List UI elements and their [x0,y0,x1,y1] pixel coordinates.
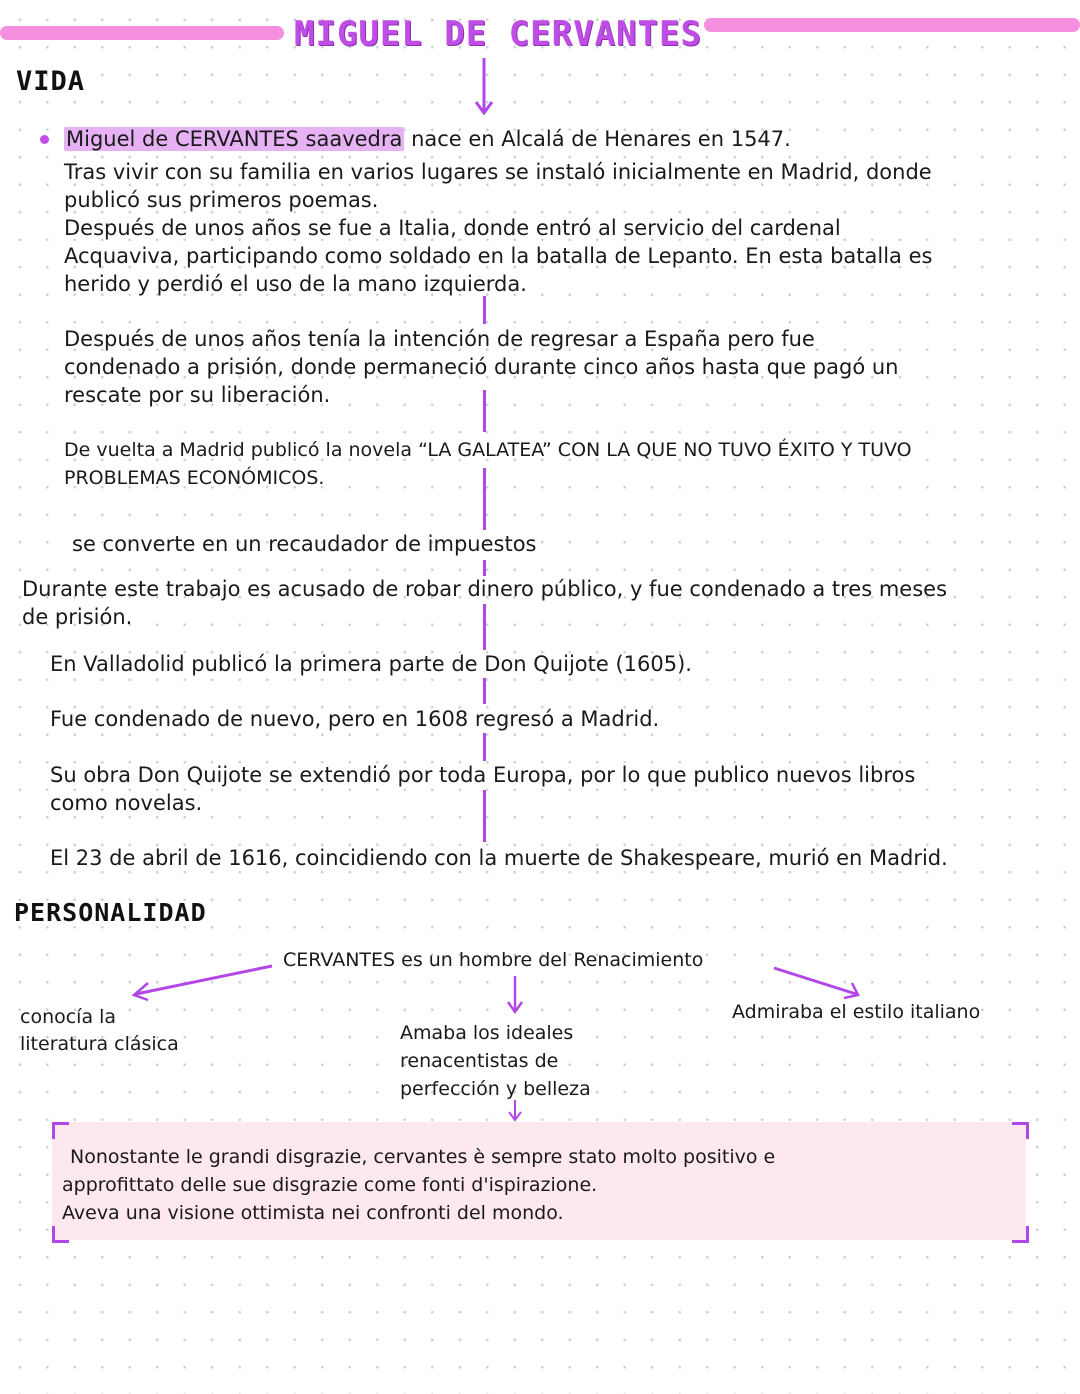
intro-rest: nace en Alcalá de Henares en 1547. [404,127,791,151]
text-line: Su obra Don Quijote se extendió por toda Europa, por lo que publico nuevos libros [50,763,916,787]
text-line: renacentistas de [400,1050,559,1072]
personality-center: CERVANTES es un hombre del Renacimiento [283,949,704,971]
text-line: De vuelta a Madrid publicó la novela “LA GALATEA” CON LA QUE NO TUVO ÉXITO Y TUVO [64,439,912,461]
text-line: rescate por su liberación. [64,383,331,407]
timeline-connector [483,560,486,576]
bullet-dot [40,135,49,144]
personality-right: Admiraba el estilo italiano [732,1001,981,1023]
text-line: Amaba los ideales [400,1022,574,1044]
cervantes-name-highlight: Miguel de CERVANTES saavedra [66,127,403,151]
text-line: Después de unos años se fue a Italia, donde entró al servicio del cardenal [64,216,841,240]
text-line: Después de unos años tenía la intención de regresar a España pero fue [64,327,815,351]
section-heading-vida: VIDA [16,66,86,97]
vida-paragraph-4: se converte en un recaudador de impuestos [72,532,537,556]
note-corner [52,1122,69,1139]
text-line: Aveva una visione ottimista nei confronti del mondo. [62,1202,564,1224]
timeline-connector [483,733,486,761]
text-line: PROBLEMAS ECONÓMICOS. [64,467,325,489]
note-corner [1012,1122,1029,1139]
text-line: herido y perdió el uso de la mano izquierda. [64,272,527,296]
text-line: approfittato delle sue disgrazie come fonti d'ispirazione. [62,1174,598,1196]
vida-paragraph-3 [64,436,912,492]
note-corner [1012,1226,1029,1243]
personality-middle [400,1019,591,1103]
vida-paragraph-9: El 23 de abril de 1616, coincidiendo con la muerte de Shakespeare, murió en Madrid. [50,846,948,870]
text-line: condenado a prisión, donde permaneció durante cinco años hasta que pagó un [64,355,899,379]
text-line: Nonostante le grandi disgrazie, cervantes è sempre stato molto positivo e [70,1146,776,1168]
title-highlight-left [0,26,284,40]
personality-left [20,1004,179,1058]
title-highlight-right [704,18,1080,32]
vida-paragraph-2 [64,325,898,409]
note-text [62,1143,775,1227]
vida-intro [64,125,791,153]
timeline-connector [483,390,486,432]
note-corner [52,1226,69,1243]
section-heading-personalidad: PERSONALIDAD [14,898,207,927]
text-line: como novelas. [50,791,203,815]
timeline-connector [483,678,486,704]
timeline-connector [483,468,486,530]
text-line: Acquaviva, participando como soldado en la batalla de Lepanto. En esta batalla es [64,244,933,268]
text-line: publicó sus primeros poemas. [64,188,379,212]
vida-paragraph-6: En Valladolid publicó la primera parte de Don Quijote (1605). [50,652,692,676]
text-line: de prisión. [22,605,133,629]
vida-paragraph-7: Fue condenado de nuevo, pero en 1608 regresó a Madrid. [50,707,660,731]
text-line: literatura clásica [20,1033,179,1055]
timeline-connector [483,604,486,650]
title-down-arrow-icon [474,56,494,118]
text-line: perfección y belleza [400,1078,591,1100]
vida-paragraph-1 [64,158,932,298]
text-line: conocía la [20,1006,117,1028]
timeline-connector [483,790,486,842]
timeline-connector [483,296,486,324]
text-line: Tras vivir con su familia en varios lugares se instaló inicialmente en Madrid, donde [64,160,932,184]
page-title: MIGUEL DE CERVANTES [294,14,702,54]
text-line: Durante este trabajo es acusado de robar dinero público, y fue condenado a tres meses [22,577,948,601]
